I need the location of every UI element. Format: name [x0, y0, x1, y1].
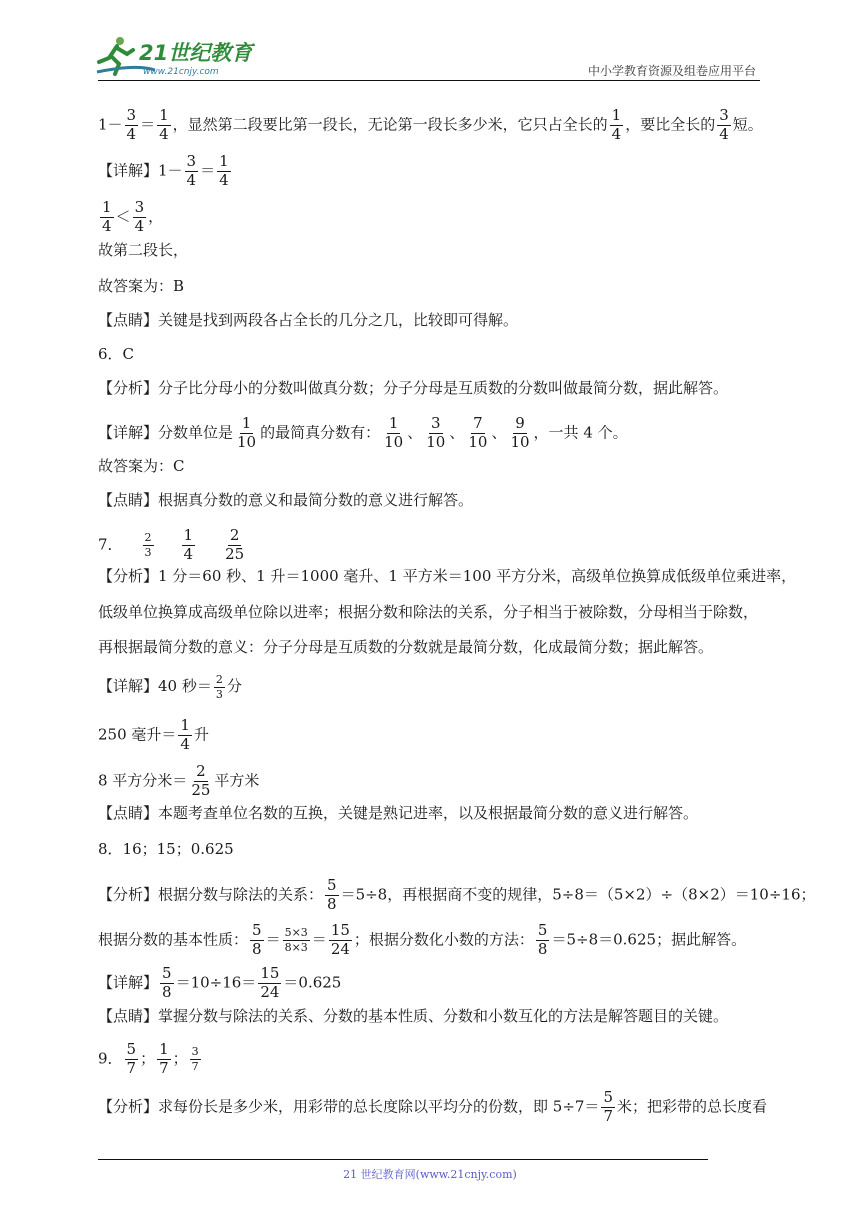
logo-url: www.21cnjy.com	[143, 67, 219, 77]
q6-tip: 【点睛】根据真分数的意义和最简分数的意义进行解答。	[98, 491, 474, 509]
footer-text: 21 世纪教育网(www.21cnjy.com)	[343, 1168, 517, 1181]
q7-analysis-3: 再根据最简分数的意义：分子分母是互质数的分数就是最简分数，化成最简分数；据此解答。	[98, 638, 714, 656]
q6-answer: 故答案为：C	[98, 457, 185, 475]
footer-divider	[98, 1159, 708, 1160]
q8-analysis-1: 【分析】根据分数与除法的关系： $\frac{5}{8}$ ＝5÷8，再根据商不变的规律，5÷8＝（5×2）÷（8×2）＝10÷16；	[98, 876, 816, 913]
site-logo	[95, 34, 265, 78]
q5-tip: 【点睛】关键是找到两段各占全长的几分之几，比较即可得解。	[98, 311, 519, 329]
q5-compare: $\frac{1}{4}$ ＜ $\frac{3}{4}$ ，	[102, 198, 164, 235]
platform-title: 中小学教育资源及组卷应用平台	[587, 64, 756, 78]
q7-analysis-1: 【分析】1 分＝60 秒、1 升＝1000 毫升、1 平方米＝100 平方分米，高级单位换算成低级单位乘进率，	[98, 567, 797, 585]
q8-heading: 8．16；15；0.625	[98, 840, 234, 858]
q7-detail-2: 250 毫升＝ $\frac{1}{4}$ 升	[98, 716, 209, 753]
q5-detail: 【详解】1－ $\frac{3}{4}$ ＝ $\frac{1}{4}$	[98, 152, 229, 189]
q9-analysis: 【分析】求每份长是多少米，用彩带的总长度除以平均分的份数，即 5÷7＝ $\frac{5}{7}$ 米；把彩带的总长度看	[98, 1088, 767, 1125]
q5-line1: 1－ $\frac{3}{4}$ ＝ $\frac{1}{4}$ ，显然第二段要比第一段长，无论第一段长多少米，它只占全长的 $\frac{1}{4}$ ，要比全长的 $\frac{3}{4}$ 短。	[98, 106, 763, 143]
header-divider	[98, 80, 760, 81]
q8-tip: 【点睛】掌握分数与除法的关系、分数的基本性质、分数和小数互化的方法是解答题目的关键。	[98, 1007, 729, 1025]
q5-conclusion: 故第二段长，	[98, 241, 189, 259]
q7-detail-3: 8 平方分米＝ $\frac{2}{25}$ 平方米	[98, 762, 260, 799]
q6-analysis: 【分析】分子比分母小的分数叫做真分数；分子分母是互质数的分数叫做最简分数，据此解答。	[98, 379, 729, 397]
q7-analysis-2: 低级单位换算成高级单位除以进率；根据分数和除法的关系，分子相当于被除数，分母相当于除数，	[98, 603, 759, 621]
q7-detail-1: 【详解】40 秒＝ $\frac{2}{3}$ 分	[98, 673, 242, 701]
q7-tip: 【点睛】本题考查单位名数的互换，关键是熟记进率，以及根据最简分数的意义进行解答。	[98, 804, 699, 822]
q5-answer: 故答案为：B	[98, 277, 185, 295]
q8-detail: 【详解】 $\frac{5}{8}$ ＝10÷16＝ $\frac{15}{24}$ ＝0.625	[98, 964, 342, 1001]
q7-heading: 7． $\frac{2}{3}$ $\frac{1}{4}$ $\frac{2}{25}$	[98, 526, 245, 563]
q6-heading: 6．C	[98, 345, 135, 363]
q6-detail: 【详解】分数单位是 $\frac{1}{10}$ 的最简真分数有： $\frac{1}{10}$ 、 $\frac{3}{10}$ 、 $\frac{7}{10}$ 、 $\frac{9}{10}$ ，一共 4 个。	[98, 414, 628, 451]
q8-analysis-2: 根据分数的基本性质： $\frac{5}{8}$ ＝ $\frac{5\times 3}{8\times 3}$ ＝ $\frac{15}{24}$ ；根据分数化小数的方法： $\frac{5}{8}$ ＝5÷8＝0.625；据此解答。	[98, 921, 747, 958]
q9-heading: 9． $\frac{5}{7}$ ； $\frac{1}{7}$ ； $\frac{3}{7}$	[98, 1040, 199, 1077]
logo-text: 21世纪教育	[139, 41, 253, 65]
